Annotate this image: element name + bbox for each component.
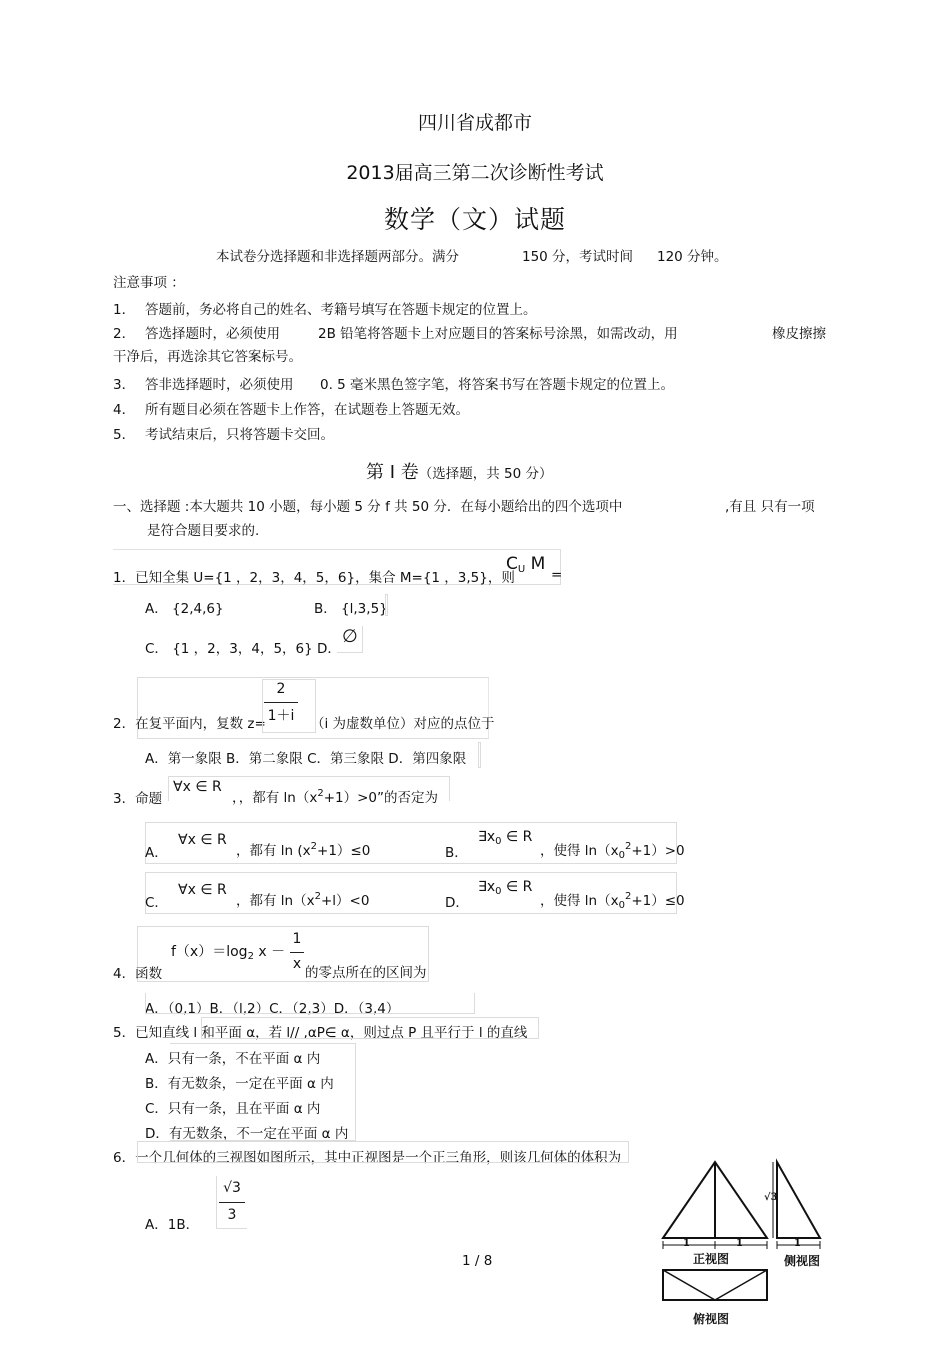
three-view-figure — [660, 1158, 840, 1328]
section-title-main: 第 Ⅰ 卷 — [366, 462, 419, 483]
question-3-option-b-text — [540, 839, 685, 859]
notice-item-num: 1． — [113, 302, 136, 318]
option-text: ，都有 ln（x — [236, 893, 315, 909]
section-desc-c: 是符合题目要求的. — [147, 523, 260, 539]
exponent: 2 — [310, 841, 318, 852]
exponent: 2 — [317, 788, 324, 799]
notice-item-text: 答选择题时，必须使用 — [145, 326, 280, 342]
question-3-option-a-text — [236, 839, 370, 859]
question-6-stem: 6．一个几何体的三视图如图所示，其中正视图是一个正三角形，则该几何体的体积为 — [113, 1150, 622, 1166]
question-3-option-c-text — [236, 889, 369, 909]
question-3-option-a-quantifier: ∀x ∈ R — [178, 832, 227, 848]
section-title-sub: （选择题，共 50 分） — [418, 466, 553, 482]
quantifier: ∈ R — [501, 879, 533, 895]
question-4-tail: 的零点所在的区间为 — [305, 965, 427, 981]
question-3-option-d-quantifier — [478, 879, 532, 895]
intro-part-a: 本试卷分选择题和非选择题两部分。满分 — [216, 249, 459, 265]
question-3-label: 3．命题 — [113, 791, 163, 807]
title-region: 四川省成都市 — [417, 112, 532, 134]
front-view-caption: 正视图 — [693, 1252, 730, 1266]
question-6-numerator: √3 — [223, 1180, 241, 1196]
question-1-stem: 1．已知全集 U={1 ，2，3，4，5，6}，集合 M={1 ，3,5}，则 — [113, 570, 515, 586]
question-5-option-c: C．只有一条，且在平面 α 内 — [145, 1101, 321, 1117]
subscript: 0 — [618, 900, 625, 911]
question-1-option-b: B． {l,3,5} — [314, 601, 388, 617]
question-2-stem-a: 2．在复平面内，复数 z= — [113, 716, 266, 732]
notice-item-num: 2． — [113, 326, 136, 342]
question-3-option-d-text — [540, 889, 685, 909]
question-2-denominator: 1＋i — [267, 708, 295, 724]
intro-part-b: 150 分，考试时间 — [522, 249, 634, 265]
fraction-bar — [290, 952, 304, 953]
notice-item-text: 0. 5 毫米黑色签字笔，将答案书写在答题卡规定的位置上。 — [320, 377, 675, 393]
front-dim-label-left: 1 — [683, 1238, 690, 1249]
title-subject: 数学（文）试题 — [383, 205, 566, 234]
side-view-caption: 侧视图 — [784, 1254, 821, 1268]
question-3-option-d-label: D． — [445, 895, 469, 911]
complement-symbol — [506, 554, 545, 574]
page-number: 1 / 8 — [462, 1253, 493, 1269]
question-2-numerator: 2 — [276, 681, 286, 697]
notice-heading: 注意事项 ： — [113, 275, 185, 291]
question-6-denominator: 3 — [227, 1207, 237, 1223]
option-text: +1）>0 — [631, 843, 685, 859]
subscript: 0 — [495, 886, 502, 897]
question-3-option-b-label: B． — [445, 845, 468, 861]
complement-c: C — [506, 554, 518, 574]
quantifier: ∈ R — [501, 829, 533, 845]
question-5-option-b: B．有无数条，一定在平面 α 内 — [145, 1076, 334, 1092]
question-4-denominator: x — [292, 956, 302, 972]
divider — [478, 742, 481, 768]
notice-item-text: 橡皮擦擦 — [772, 326, 826, 342]
question-6-options: A．1B． — [145, 1217, 200, 1233]
option-text: ，使得 ln（x — [540, 843, 619, 859]
question-5-option-d: D．有无数条，不一定在平面 α 内 — [145, 1126, 349, 1142]
function-text: x － — [258, 944, 286, 960]
exponent: 2 — [624, 891, 632, 902]
top-view-shape — [663, 1270, 767, 1300]
symbol-frame — [337, 626, 363, 653]
complement-m: M — [530, 554, 546, 574]
question-1-eq: = — [551, 567, 563, 583]
subscript: 0 — [618, 850, 625, 861]
notice-item-text: 干净后，再选涂其它答案标号。 — [113, 349, 302, 365]
question-4-label: 4．函数 — [113, 966, 163, 982]
section-desc-b: ,有且 只有一项 — [725, 499, 815, 515]
notice-item-text: 答题前，务必将自己的姓名、考籍号填写在答题卡规定的位置上。 — [145, 302, 537, 318]
divider — [385, 594, 388, 616]
option-text: +l）<0 — [320, 893, 370, 909]
empty-set-icon: ∅ — [342, 626, 358, 647]
question-1-option-c: C． {1 ，2，3，4，5，6} D． — [145, 641, 341, 657]
top-view-caption: 俯视图 — [693, 1312, 730, 1326]
question-4-numerator: 1 — [292, 931, 302, 947]
side-dim-label: 1 — [794, 1238, 801, 1249]
question-6-frame — [137, 1141, 629, 1163]
quantifier: ∃x — [478, 879, 496, 895]
question-5-options-frame — [170, 1043, 356, 1141]
question-1-option-a: A． {2,4,6} — [145, 601, 224, 617]
question-5-option-a: A．只有一条，不在平面 α 内 — [145, 1051, 321, 1067]
question-5-frame — [201, 1017, 539, 1039]
title-exam: 2013届高三第二次诊断性考试 — [346, 162, 604, 184]
option-text: ，都有 ln (x — [236, 843, 311, 859]
question-3-quantifier: ∀x ∈ R — [173, 779, 222, 795]
notice-item-num: 4． — [113, 402, 136, 418]
notice-item-text: 所有题目必须在答题卡上作答，在试题卷上答题无效。 — [145, 402, 469, 418]
intro-part-c: 120 分钟。 — [657, 249, 728, 265]
fraction-frame — [262, 679, 316, 733]
side-height-label: √3 — [764, 1192, 778, 1203]
question-4-function — [171, 941, 285, 961]
function-text: f（x）＝log — [171, 944, 248, 960]
complement-sub: U — [517, 564, 526, 575]
notice-item-num: 3． — [113, 377, 136, 393]
question-5-stem: 5．已知直线 l 和平面 α，若 l// ,αP∈ α，则过点 P 且平行于 l 的直线 — [113, 1025, 528, 1041]
subscript: 0 — [495, 836, 502, 847]
exponent: 2 — [314, 891, 321, 902]
option-text: +1）≤0 — [317, 843, 371, 859]
section-desc-a: 一、选择题 :本大题共 10 小题，每小题 5 分 f 共 50 分．在每小题给出的四个选项中 — [113, 499, 623, 515]
log-base: 2 — [247, 951, 254, 962]
notice-item-num: 5． — [113, 427, 136, 443]
notice-item-text: 2B 铅笔将答题卡上对应题目的答案标号涂黑，如需改动，用 — [318, 326, 678, 342]
question-3-option-a-label: A． — [145, 845, 168, 861]
stem-text: ，，都有 ln（x — [232, 790, 318, 806]
stem-text: +1）>0”的否定为 — [323, 790, 439, 806]
option-text: +1）≤0 — [631, 893, 685, 909]
question-3-option-c-quantifier: ∀x ∈ R — [178, 882, 227, 898]
question-3-option-b-quantifier — [478, 829, 532, 845]
question-2-stem-b: （i 为虚数单位）对应的点位于 — [311, 716, 495, 732]
quantifier: ∃x — [478, 829, 496, 845]
question-4-options: A．（0,1）B．（l,2）C．（2,3）D．（3,4） — [145, 1001, 400, 1017]
notice-item-text: 考试结束后，只将答题卡交回。 — [145, 427, 334, 443]
option-text: ，使得 ln（x — [540, 893, 619, 909]
question-2-options: A．第一象限 B．第二象限 C．第三象限 D．第四象限 — [145, 751, 467, 767]
side-view-shape — [777, 1162, 820, 1238]
section-title — [366, 458, 553, 484]
question-3-frame — [168, 776, 450, 801]
exponent: 2 — [624, 841, 632, 852]
fraction-frame — [216, 1176, 247, 1229]
notice-item-text: 答非选择题时，必须使用 — [145, 377, 294, 393]
question-4-options-frame — [145, 993, 475, 1014]
front-dim-label-right: 1 — [736, 1238, 743, 1249]
question-3-option-c-label: C． — [145, 895, 168, 911]
